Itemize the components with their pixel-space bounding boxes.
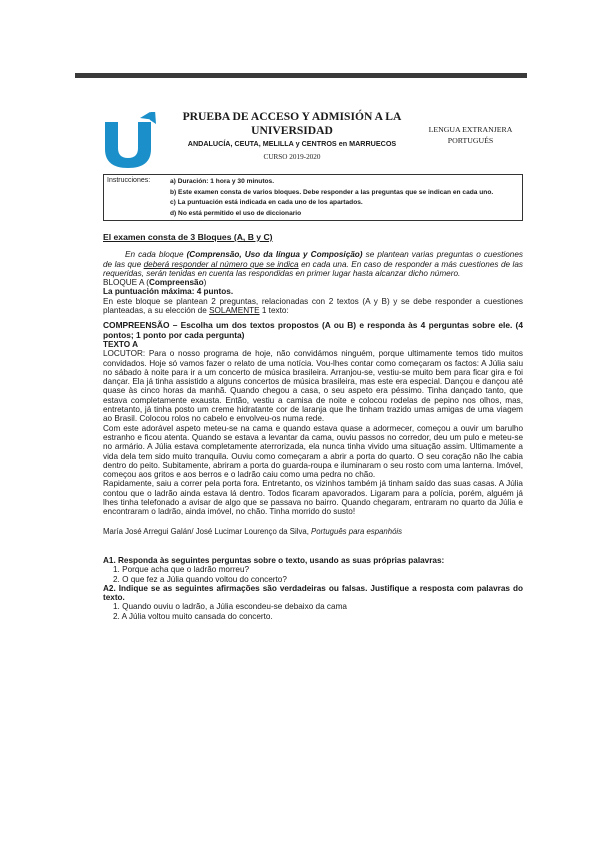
university-logo-icon (103, 112, 157, 168)
question-a2-item: 1. Quando ouviu o ladrão, a Júlia escondeu-se debaixo da cama (113, 602, 347, 612)
text-paragraph-1: LOCUTOR: Para o nosso programa de hoje, não convidámos ninguém, porque ultimamente temos tido muitos convidados. Hoje só vamos fazer o relato de uma notícia. Vou-lhes contar como começaram os factos: A Júlia saiu no sábado à noite para ir a um concerto de música brasileira. Arranjou-se, vestiu-se muito bem para ficar gira e foi dançar. Ela já tinha assistido a alguns concertos de música brasileira, mas este era especial. Dançou e dançou até quase às cinco horas da manhã. Quando chegou a casa, o seu aspeto era péssimo. Tinha dançado tanto, que estava completamente exausta. Então, vestiu a camisa de noite e colocou rodelas de pepino nos olhos, mas, entretanto, já tinha posto um creme hidratante cor de laranja que lhe tinham trazido umas amigas de uma viagem ao Brasil. Colocou rolos no cabelo e envolveu-os numa rede. (103, 349, 523, 424)
intro-blocks: (Comprensão, Uso da língua y Composição) (186, 250, 363, 260)
exam-heading: El examen consta de 3 Bloques (A, B y C) (103, 232, 273, 242)
source-citation (103, 527, 523, 536)
instruction-item: d) No está permitido el uso de diccionario (170, 209, 302, 217)
instruction-item: a) Duración: 1 hora y 30 minutos. (170, 178, 275, 185)
instruction-item: b) Este examen consta de varios bloques. Debe responder a las preguntas que se indican en cada uno. (170, 188, 494, 196)
subject-line-1: LENGUA EXTRANJERA (428, 125, 513, 134)
intro-text: se plantean varias preguntas o cuestiones de las que (103, 250, 523, 269)
comprehension-title: COMPREENSÃO – Escolha um dos textos propostos (A ou B) e responda às 4 perguntas sobre ele. (4 pontos; 1 ponto por cada pergunta) (103, 320, 523, 340)
question-a2-item: 2. A Júlia voltou muito cansada do concerto. (113, 611, 273, 621)
bloque-description (103, 297, 523, 316)
text-paragraph-2: Com este adorável aspeto meteu-se na cama e quando estava quase a adormecer, começou a ouvir um barulho estranho e ficou atenta. Quando se estava a levantar da cama, ouviu passos no corredor, deu um pulo e meteu-se no armário. A Júlia estava completamente aterrorizada, ela nunca tinha vivido uma situação assim. Ultimamente a vida dela tem sido muito tranquila. Ouviu como começaram a abrir a porta do quarto. O seu coração não lhe cabia dentro do peito. Subitamente, abriram a porta do guarda-roupa e iluminaram o seu rosto com uma lanterna. Imóvel, começou aos gritos e aos berros e o ladrão caiu como uma pedra no chão. (103, 423, 523, 480)
bloque-text: BLOQUE A ( (103, 278, 149, 288)
question-a1-title: A1. Responda às seguintes perguntas sobre o texto, usando as suas próprias palavras: (103, 555, 445, 565)
text-paragraph-3: Rapidamente, saiu a correr pela porta fora. Entretanto, os vizinhos também já tinham saído das suas casas. A Júlia contou que o ladrão ainda estava lá dentro. Todos ficaram apavorados. Ligaram para a polícia, porém, alguém já lhes tinha telefonado a avisar de algo que se passava no bairro. Quando chegaram, entraram no quarto da Júlia e encontraram o ladrão, ainda imóvel, no chão. Tinha morrido do susto! (103, 479, 523, 517)
subject-label (418, 124, 523, 146)
question-a1-item: 2. O que fez a Júlia quando voltou do concerto? (113, 574, 287, 584)
instructions-label: Instrucciones: (107, 177, 151, 184)
question-a1-item: 1. Porque acha que o ladrão morreu? (113, 565, 250, 575)
instructions-box (103, 174, 523, 221)
desc-text: En este bloque se plantean 2 preguntas, relacionadas con 2 textos (A y B) y se debe responder a cuestiones planteadas, a su elección de (103, 296, 523, 316)
max-score: La puntuación máxima: 4 puntos. (103, 287, 234, 297)
question-a2-title: A2. Indique se as seguintes afirmações são verdadeiras ou falsas. Justifique a resposta com palavras do texto. (103, 583, 523, 603)
course-year: CURSO 2019-2020 (263, 153, 321, 161)
instruction-item: c) La puntuación está indicada en cada uno de los apartados. (170, 199, 363, 206)
bloque-a-heading (103, 278, 523, 287)
title-line-2: UNIVERSIDAD (251, 124, 333, 137)
top-rule (75, 73, 527, 78)
subject-line-2: PORTUGUÉS (447, 136, 494, 145)
intro-text: En cada bloque (125, 250, 187, 260)
instructions-list (170, 177, 520, 219)
citation-authors: María José Arregui Galán/ José Lucimar Lourenço da Silva, (103, 526, 312, 536)
texto-a-heading: TEXTO A (103, 339, 139, 349)
intro-paragraph (103, 250, 523, 278)
intro-text: en cada una. En caso de responder a más cuestiones de las requeridas, serán tenidas en cuenta las respondidas en primer lugar hasta alcanzar dicho número. (103, 259, 523, 278)
intro-underlined: deberá responder al número que se indica (143, 259, 299, 269)
title-line-1: PRUEBA DE ACCESO Y ADMISIÓN A LA (182, 110, 402, 123)
region-subtitle: ANDALUCÍA, CEUTA, MELILLA y CENTROS en MARRUECOS (187, 139, 397, 148)
bloque-bold: Compreensão (148, 278, 204, 288)
desc-text: 1 texto: (259, 306, 289, 316)
desc-underlined: SOLAMENTE (209, 306, 260, 316)
exam-body (103, 233, 523, 621)
citation-book: Português para espanhóis (311, 526, 403, 536)
exam-header (103, 108, 523, 170)
exam-title (167, 110, 417, 138)
bloque-text: ) (203, 278, 207, 288)
